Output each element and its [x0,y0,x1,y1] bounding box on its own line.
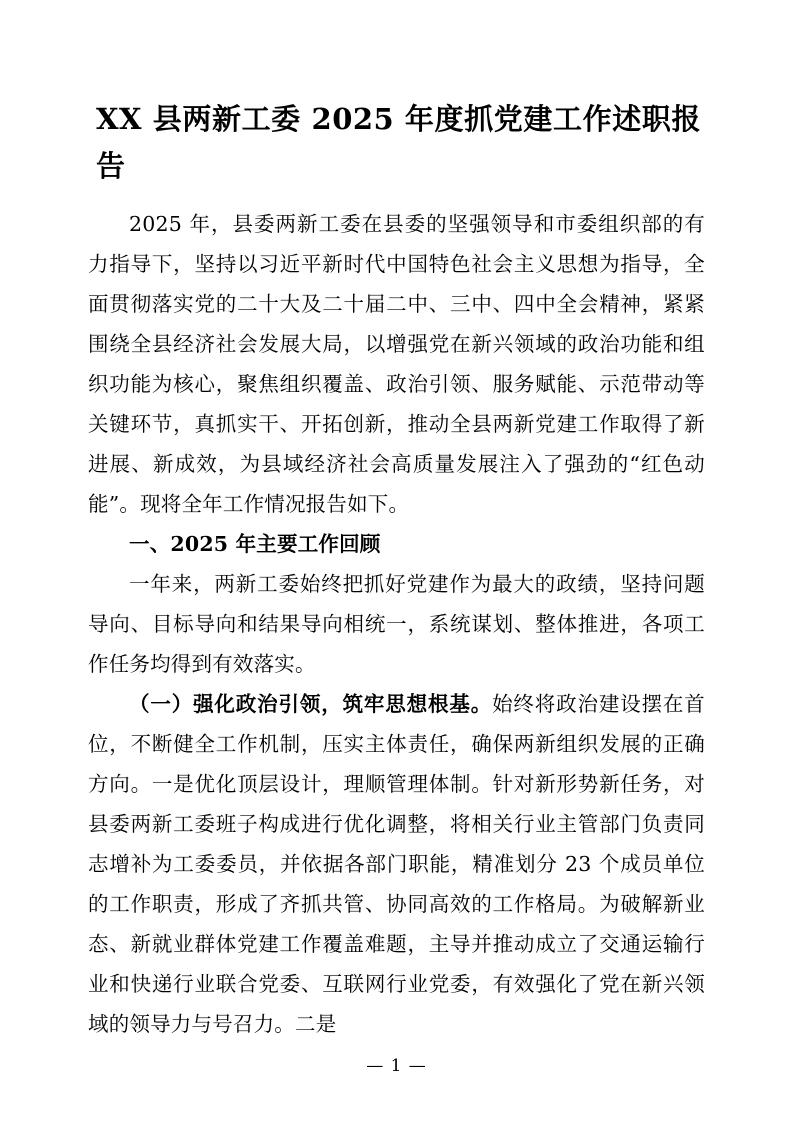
page-title: XX 县两新工委 2025 年度抓党建工作述职报告 [96,102,701,183]
subsection-one-text: 始终将政治建设摆在首位，不断健全工作机制，压实主体责任，确保两新组织发展的正确方向。一是优化顶层设计，理顺管理体制。针对新形势新任务，对县委两新工委班子构成进行优化调整，将相关行业主管部门负责同志增补为工委委员，并依据各部门职能，精准划分 23 个成员单位的工作职责，形成了齐抓共管、协同高效的工作格局。为破解新业态、新就业群体党建工作覆盖难题，主导并推动成立了交通运输行业和快递行业联合党委、互联网行业党委，有效强化了党在新兴领域的领导力与号召力。二是 [88,692,705,1036]
subsection-one-lead: （一）强化政治引领，筑牢思想根基。 [129,692,493,716]
paragraph-section-one-body: 一年来，两新工委始终把抓好党建作为最大的政绩，坚持问题导向、目标导向和结果导向相统一，系统谋划、整体推进，各项工作任务均得到有效落实。 [88,572,705,676]
paragraph-subsection-one [88,684,705,1044]
section-heading-one: 一、2025 年主要工作回顾 [129,532,381,556]
page-footer: — 1 — [366,1056,427,1076]
paragraph-intro: 2025 年，县委两新工委在县委的坚强领导和市委组织部的有力指导下，坚持以习近平新时代中国特色社会主义思想为指导，全面贯彻落实党的二十大及二十届二中、三中、四中全会精神，紧紧围绕全县经济社会发展大局，以增强党在新兴领域的政治功能和组织功能为核心，聚焦组织覆盖、政治引领、服务赋能、示范带动等关键环节，真抓实干、开拓创新，推动全县两新党建工作取得了新进展、新成效，为县域经济社会高质量发展注入了强劲的“红色动能”。现将全年工作情况报告如下。 [88,212,705,516]
